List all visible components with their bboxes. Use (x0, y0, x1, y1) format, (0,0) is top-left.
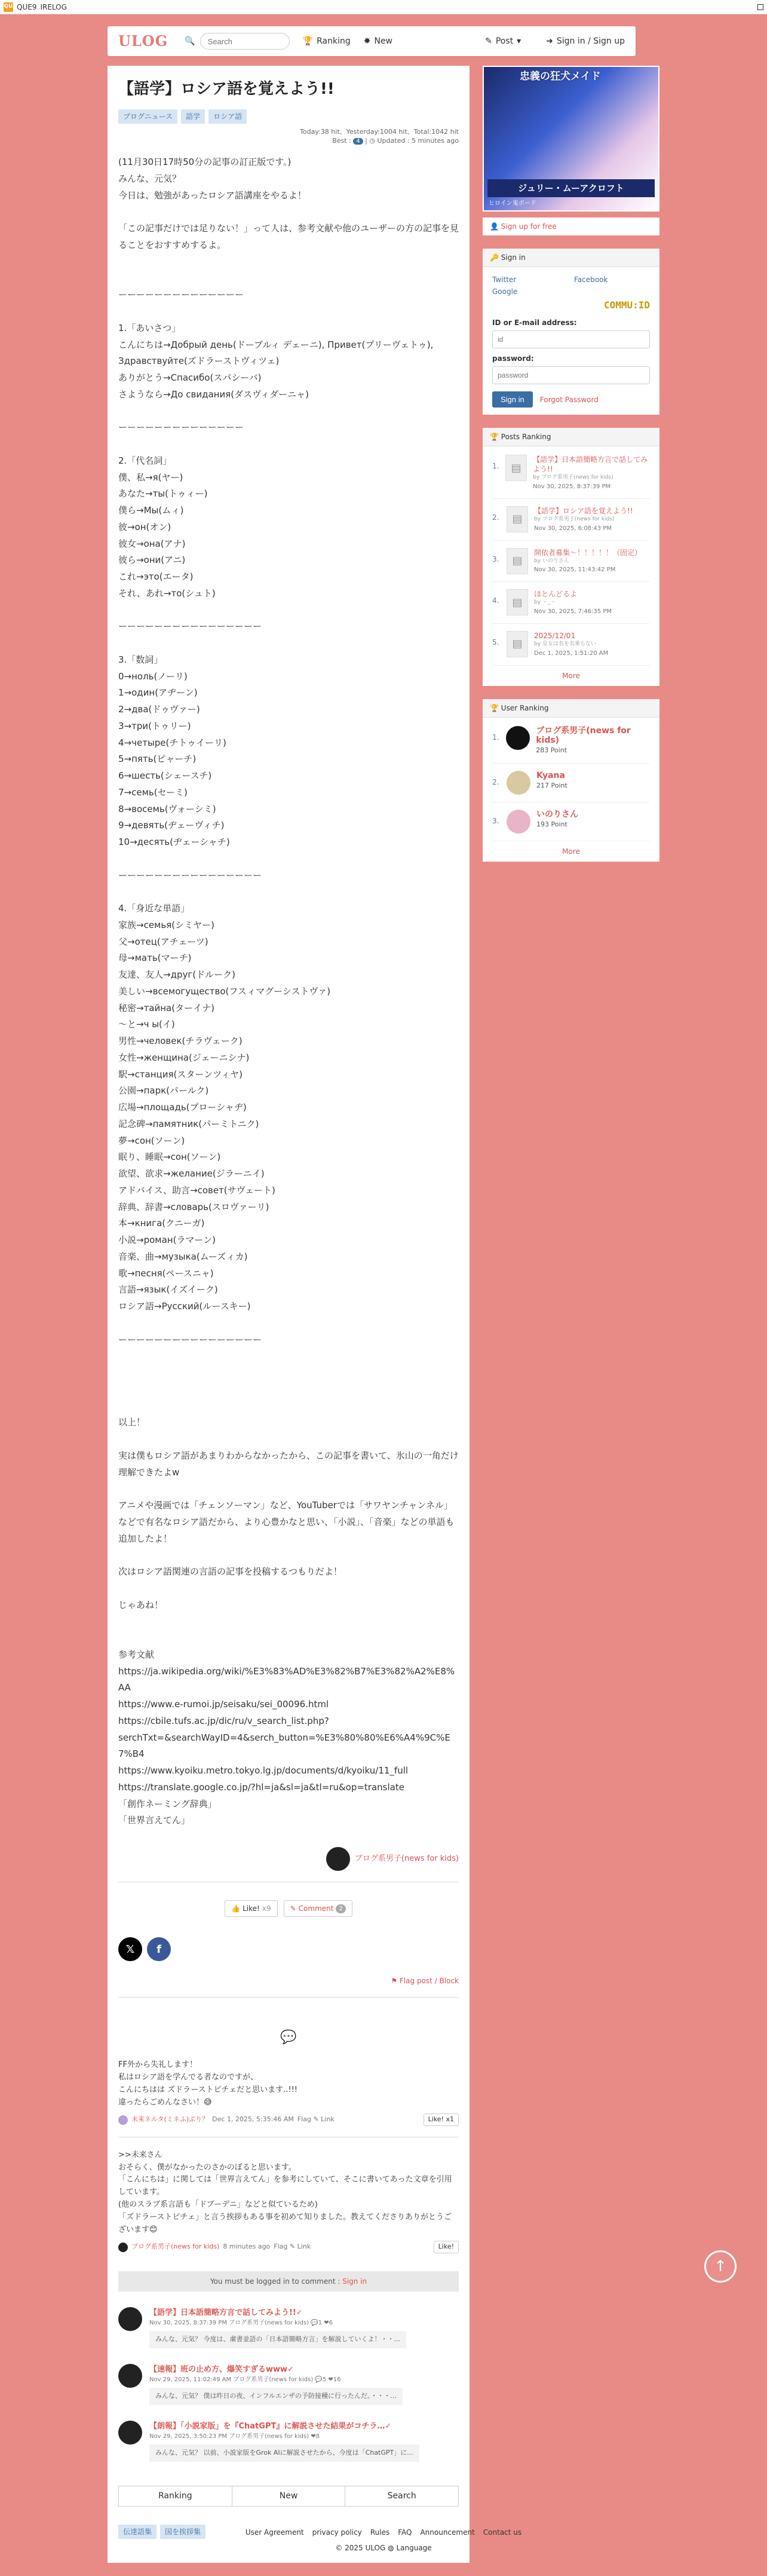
footer-link[interactable]: Announcement (420, 2528, 475, 2537)
posts-ranking-header (483, 428, 659, 446)
rank-date: Nov 30, 2025, 8:37:39 PM (533, 483, 611, 490)
rank-number: 3. (492, 816, 499, 825)
signin-head-label: Sign in (501, 253, 526, 262)
rank-author: by いのりさん (534, 558, 569, 564)
ranking-item[interactable] (492, 499, 650, 541)
related-meta: Nov 29, 2025, 11:02:49 AM ブログ系男子(news for kids) 💬5 ❤16 (149, 2376, 341, 2384)
tag[interactable]: ロシア語 (208, 109, 247, 124)
banner-badge: ヒロイン鬼ボード (489, 200, 536, 207)
user-name[interactable]: Kyana (536, 770, 565, 780)
related-title[interactable]: 【朗報】「小説家版」を『ChatGPT』に解説させた結果がコチラ…✓ (149, 2421, 392, 2431)
login-required-note (118, 2271, 459, 2292)
reaction-row (118, 1900, 459, 1917)
document-icon: ▤ (507, 589, 528, 615)
divider (118, 1997, 459, 1998)
rank-title[interactable]: ほとんどるよ (534, 590, 578, 599)
banner-subtitle: ジュリー・ムーアクロフト (487, 179, 655, 198)
user-ranking-panel (483, 699, 659, 862)
related-excerpt: みんな、元気？ 以前、小説家版をGrok AIに解説させたから、今度は「ChatGPT」に... (149, 2445, 419, 2462)
rank-number: 2. (492, 513, 499, 522)
user-ranking-header (483, 699, 659, 718)
login-note-text: You must be logged in to comment : (210, 2277, 340, 2286)
author-inline[interactable] (118, 1847, 459, 1871)
flag-post-link[interactable] (118, 1975, 459, 1986)
id-label: ID or E-mail address: (492, 318, 577, 327)
copyright-year: © 2025 (335, 2544, 363, 2552)
signin-panel (483, 249, 659, 415)
user-name[interactable]: いのりさん (536, 809, 578, 819)
user-points: 217 Point (536, 781, 567, 789)
twitter-login[interactable]: Twitter (492, 275, 517, 284)
document-icon: ▤ (505, 455, 527, 481)
comment-count: 2 (336, 1904, 345, 1913)
user-ranking-label: User Ranking (501, 703, 549, 712)
signin-icon: ➜ (546, 36, 553, 46)
new-icon: ✸ (363, 36, 371, 46)
caret-down-icon: ▾ (517, 36, 521, 46)
rank-title[interactable]: 2025/12/01 (534, 631, 576, 640)
comment-date: 8 minutes ago (223, 2243, 271, 2251)
commenter-name[interactable]: 未来ネルタ(ミネふ)ぶり？ (131, 2115, 209, 2124)
id-field[interactable] (492, 330, 650, 348)
tag[interactable]: 国を挨拶集 (160, 2525, 205, 2539)
rank-date: Nov 30, 2025, 6:08:43 PM (534, 525, 612, 532)
user-avatar (507, 810, 530, 834)
rank-number: 1. (492, 462, 499, 470)
flag-icon: ⚑ (391, 1977, 398, 1986)
main-column (108, 66, 470, 2563)
navbar (108, 26, 636, 56)
commenter-name[interactable]: ブログ系男子(news for kids) (131, 2243, 220, 2251)
forgot-password-link[interactable]: Forgot Password (539, 395, 599, 404)
user-ranking-item[interactable] (492, 802, 650, 841)
search-icon: 🔍 (185, 36, 195, 46)
posts-ranking-panel (483, 428, 659, 686)
updated-time: Updated : 5 minutes ago (377, 137, 459, 145)
brand-logo[interactable]: ULOG (118, 32, 168, 50)
copyright-brand[interactable]: ULOG (365, 2544, 386, 2552)
rank-author: by ブログ系男子(news for kids) (534, 516, 615, 523)
related-meta: Nov 29, 2025, 3:50:23 PM ブログ系男子(news for kids) ❤8 (149, 2433, 320, 2440)
related-title[interactable]: 【語学】日本語簡略方言で話してみよう!!✓ (149, 2308, 303, 2317)
rank-date: Dec 1, 2025, 1:51:20 AM (534, 650, 609, 657)
rank-date: Nov 30, 2025, 7:46:35 PM (534, 608, 612, 615)
comment-like-button[interactable]: Like! (434, 2241, 459, 2253)
facebook-login[interactable]: Facebook (574, 275, 608, 284)
user-ranking-item[interactable] (492, 719, 650, 764)
menu-icon[interactable] (757, 4, 763, 10)
like-label: Like! (243, 1904, 260, 1913)
post-body: (11月30日17時50分の記事の訂正版です。) みんな、元気？ 今日は、勉強があったロシア語講座をやるよ！ 「この記事だけでは足りない！」って人は、参考文献や他のユーザーの方の記事を見ることをおすすめするよ。 ーーーーーーーーーーーーーー 1.「あいさつ」 こんにちは→Добрый день(ドーブルィ デェーニ), Привет(プリーヴェトゥ), Здравствуйте(ズドラーストヴィツェ) ありがとう→Спасибо(スパシーバ) さようなら→До свидания(ダスヴィダーニャ) ーーーーーーーーーーーーーー 2.「代名詞」 僕、私→я(ヤー) あなた→ты(トゥィー) 僕ら→Мы(ムィ) 彼→он(オン) 彼女→она(アナ) 彼ら→они(アニ) これ→это(エータ) それ、あれ→то(シュト) ーーーーーーーーーーーーーーーー 3.「数詞」 0→ноль(ノーリ) 1→один(アヂーン) 2→два(ドゥヴァー) 3→три(トゥリー) 4→четыре(チトゥイーリ) 5→пять(ピャーチ) 6→шесть(シェースチ) 7→семь(セーミ) 8→восемь(ヴォーシミ) 9→девять(ヂェーヴィチ) 10→десять(ヂェーシャチ) ーーーーーーーーーーーーーーーー 4.「身近な単語」 家族→семья(シミヤー) 父→отец(アチェーツ) 母→мать(マーチ) 友達、友人→друг(ドルーク) 美しい→всемогущество(フスィマグーシストヴァ) 秘密→тайна(ターイナ) ～と→ч ы(イ) 男性→человек(チラヴェーク) 女性→женщина(ジェーニシナ) 駅→станция(スターンツィヤ) 公園→парк(パールク) 広場→площадь(プローシャヂ) 記念碑→памятник(パーミトニク) 夢→сон(ソーン) 眠り、睡眠→сон(ソーン) 欲望、欲求→желание(ジラーニイ) アドバイス、助言→совет(サヴェート) 辞典、辞書→словарь(スロヴァーリ) 本→книга(クニーガ) 小説→роман(ラマーン) 音楽、曲→музыка(ムーズィカ) 歌→песня(ペースニャ) 言語→язык(イズイーク) ロシア語→Русский(ルースキー) ーーーーーーーーーーーーーーーー 以上！ 実は僕もロシア語があまりわからなかったから、この記事を書いて、氷山の一角だけ理解できたよw アニメや漫画では「チェンソーマン」など、YouTuberでは「サワヤンチャンネル」などで有名なロシア語だから、より心豊かなと思い、「小説」、「音楽」などの単語も追加したよ！ 次はロシア語関連の言語の記事を投稿するつもりだよ！ じゃあね！ 参考文献 https://ja.wikipedia.org/wiki/%E3%83%AD%E3%82%B7%E3%82%A2%E8%AA https://www.e-rumoi.jp/seisaku/sei_00096.html https://cbile.tufs.ac.jp/dic/ru/v_search_list.php? serchTxt=&searchWayID=4&serch_button=%E3%80%80%E6%A4%9C%E7%B4 https://www.kyoiku.metro.tokyo.lg.jp/documents/d/kyoiku/11_full https://translate.google.co.jp/?hl=ja&sl=ja&tl=ru&op=translate 「創作ネーミング辞典」 「世界言えてん」 (118, 157, 459, 1826)
commu-id-logo[interactable]: COMMU:ID (603, 299, 650, 311)
posts-ranking-more[interactable]: More (562, 671, 580, 680)
related-title[interactable]: 【速報】班の止め方、爆笑すぎるwww✓ (149, 2364, 294, 2374)
thumb-up-icon: 👍 (231, 1904, 241, 1913)
related-excerpt: みんな、元気？ 今度は、粛書並語の「日本語簡略方言」を解説していくよ！・・... (149, 2331, 406, 2348)
x-share-icon[interactable]: 𝕏 (118, 1937, 142, 1961)
scroll-top-button[interactable] (704, 2250, 737, 2283)
signin-button[interactable]: Sign in (492, 391, 533, 408)
pencil-icon: ✎ (485, 36, 492, 46)
trophy-icon: 🏆 (302, 36, 314, 46)
google-login[interactable]: Google (492, 287, 518, 296)
bottom-nav (118, 2486, 459, 2507)
top-bar (0, 0, 767, 14)
bottom-nav-ranking[interactable]: Ranking (119, 2486, 232, 2506)
rank-title[interactable]: 【語学】日本語簡略方言で話してみよう!! (533, 455, 648, 474)
related-post[interactable] (118, 2364, 459, 2405)
post-tags (118, 109, 459, 124)
related-post[interactable] (118, 2307, 459, 2348)
comment-actions[interactable]: Flag ✎ Link (274, 2243, 311, 2251)
author-avatar (326, 1847, 350, 1871)
comment-text: >>未来さん おそらく、僕がなかったのさかのぼると思います。 「こんにちは」に関しては「世界言えてん」を参考にしていて、そこに書いてあった文章を引用しています。 (他のスラブ系言語も「ドブーデニ」などと似ているため) 「ズドラーストビチェ」と言う挨拶もある事を初めて知りました。教えてくださりありがとうございます😊 (118, 2150, 452, 2234)
password-field[interactable] (492, 366, 650, 384)
language-selector[interactable]: Language (396, 2544, 432, 2552)
trophy-icon: 🏆 (490, 433, 499, 441)
related-meta: Nov 30, 2025, 8:37:39 PM ブログ系男子(news for kids) 💬1 ❤6 (149, 2320, 333, 2327)
speech-bubble-icon: 💬 (280, 2030, 297, 2045)
best-badge: 4 (353, 138, 363, 145)
site-link[interactable]: QUE9 (17, 2, 37, 11)
footer-link[interactable]: User Agreement (245, 2528, 304, 2537)
signin-panel-header (483, 249, 659, 267)
user-points: 283 Point (536, 746, 567, 755)
comment-actions[interactable]: Flag ✎ Link (297, 2115, 335, 2124)
nav-new-label: New (374, 36, 393, 46)
copyright (0, 2543, 767, 2553)
rank-number: 4. (492, 596, 499, 605)
rank-date: Nov 30, 2025, 11:43:42 PM (534, 566, 616, 574)
ranking-item[interactable] (492, 541, 650, 583)
post-menu[interactable] (485, 35, 521, 48)
sidebar (483, 66, 659, 862)
rank-title[interactable]: 開依者募集〜！！！！！（固定） (534, 548, 642, 557)
rank-author: by 皇女は名を名乗らない (534, 641, 596, 648)
ad-banner[interactable] (483, 66, 659, 212)
like-count: x9 (262, 1904, 271, 1913)
commenter-avatar (118, 2115, 128, 2125)
signin-label: Sign in / Sign up (556, 36, 625, 46)
signup-free-link[interactable] (483, 218, 659, 235)
comment-meta (118, 2114, 459, 2126)
comment-label: Comment (298, 1904, 334, 1913)
search-input[interactable] (200, 33, 290, 50)
best-label: Best : (332, 137, 351, 145)
comment-like-button[interactable]: Like! x1 (424, 2114, 459, 2126)
footer-link[interactable]: Contact us (483, 2528, 522, 2537)
user-name[interactable]: ブログ系男子(news for kids) (536, 725, 631, 746)
related-excerpt: みんな、元気？ 僕は昨日の夜、インフルエンザの予防接種に行ったんだ。・・・... (149, 2388, 403, 2405)
footer-link[interactable]: privacy policy (312, 2528, 362, 2537)
footer (0, 2527, 767, 2553)
password-label: password: (492, 354, 534, 363)
signin-link[interactable] (546, 35, 625, 48)
post-label: Post (495, 36, 514, 46)
que9-logo-icon[interactable]: QU (4, 2, 13, 12)
rank-author: by ・_・ (534, 599, 556, 606)
signup-free-label: Sign up for free (501, 222, 557, 231)
arrow-up-icon: ↑ (714, 2257, 727, 2275)
posts-ranking-label: Posts Ranking (501, 433, 551, 441)
author-avatar (118, 2421, 142, 2445)
rank-number: 1. (492, 733, 499, 742)
footer-link[interactable]: Rules (370, 2528, 390, 2537)
footer-link[interactable]: FAQ (398, 2528, 412, 2537)
comment-icon: ✎ (290, 1904, 296, 1913)
ranking-item[interactable] (492, 624, 650, 666)
author-link[interactable]: ブログ系男子(news for kids) (354, 1854, 459, 1864)
rank-number: 3. (492, 555, 499, 563)
facebook-share-icon[interactable]: f (147, 1937, 171, 1961)
bottom-nav-new[interactable]: New (232, 2486, 346, 2506)
subsite-link[interactable]: IRELOG (40, 2, 67, 11)
related-post[interactable] (118, 2421, 459, 2462)
bottom-nav-search[interactable]: Search (387, 2491, 416, 2501)
rank-number: 5. (492, 638, 499, 647)
comment-meta (118, 2241, 459, 2253)
flag-label: Flag post / Block (399, 1977, 459, 1986)
comment-date: Dec 1, 2025, 5:35:46 AM (212, 2115, 294, 2124)
clock-icon: ◷ (369, 137, 375, 145)
hit-stats: Today:38 hit、Yesterday:1004 hit、Total:1042 hit (300, 128, 459, 136)
footer-links (0, 2527, 767, 2538)
user-points: 193 Point (536, 820, 567, 828)
rank-number: 2. (492, 777, 499, 786)
globe-icon: ◍ (388, 2544, 394, 2552)
tag[interactable]: 語学 (181, 109, 205, 124)
key-icon: 🔑 (490, 253, 499, 262)
document-icon: ▤ (507, 548, 528, 574)
user-avatar (507, 771, 530, 795)
commenter-avatar (118, 2243, 128, 2252)
banner-title: 忠義の狂犬メイド (520, 71, 601, 82)
nav-new[interactable] (364, 35, 392, 48)
tag[interactable]: 伝達語集 (118, 2525, 157, 2539)
comment-text: FF外から失礼します！ 私はロシア語を学んでる者なのですが、 こんにちはは ズドラーストビチェだと思います..!!! 違ったらごめんなさい！😅 (118, 2060, 297, 2107)
share-row (118, 1937, 459, 1961)
comment-button[interactable] (284, 1900, 352, 1917)
rank-title[interactable]: 【語学】ロシア語を覚えよう!! (534, 506, 633, 515)
ranking-item[interactable] (492, 448, 650, 499)
document-icon: ▤ (507, 506, 528, 532)
oauth-links (492, 274, 650, 297)
nav-ranking[interactable] (303, 35, 351, 48)
user-ranking-item[interactable] (492, 764, 650, 802)
post-stats: Today:38 hit、Yesterday:1004 hit、Total:1042 hit Best : 4 | ◷ Updated : 5 minutes ago (118, 127, 459, 146)
user-plus-icon: 👤 (490, 222, 499, 231)
login-link[interactable]: Sign in (342, 2277, 367, 2286)
document-icon: ▤ (507, 631, 528, 657)
post-title: 【語学】ロシア語を覚えよう!! (118, 80, 335, 98)
nav-ranking-label: Ranking (317, 36, 351, 46)
tag[interactable]: ブログニュース (118, 109, 177, 124)
user-avatar (506, 726, 530, 750)
author-avatar (118, 2307, 142, 2331)
like-button[interactable] (225, 1900, 277, 1917)
rank-author: by ブログ系男子(news for kids) (533, 474, 613, 481)
user-ranking-more[interactable]: More (562, 847, 580, 856)
author-avatar (118, 2364, 142, 2388)
ranking-item[interactable] (492, 582, 650, 624)
trophy-icon: 🏆 (490, 703, 499, 712)
